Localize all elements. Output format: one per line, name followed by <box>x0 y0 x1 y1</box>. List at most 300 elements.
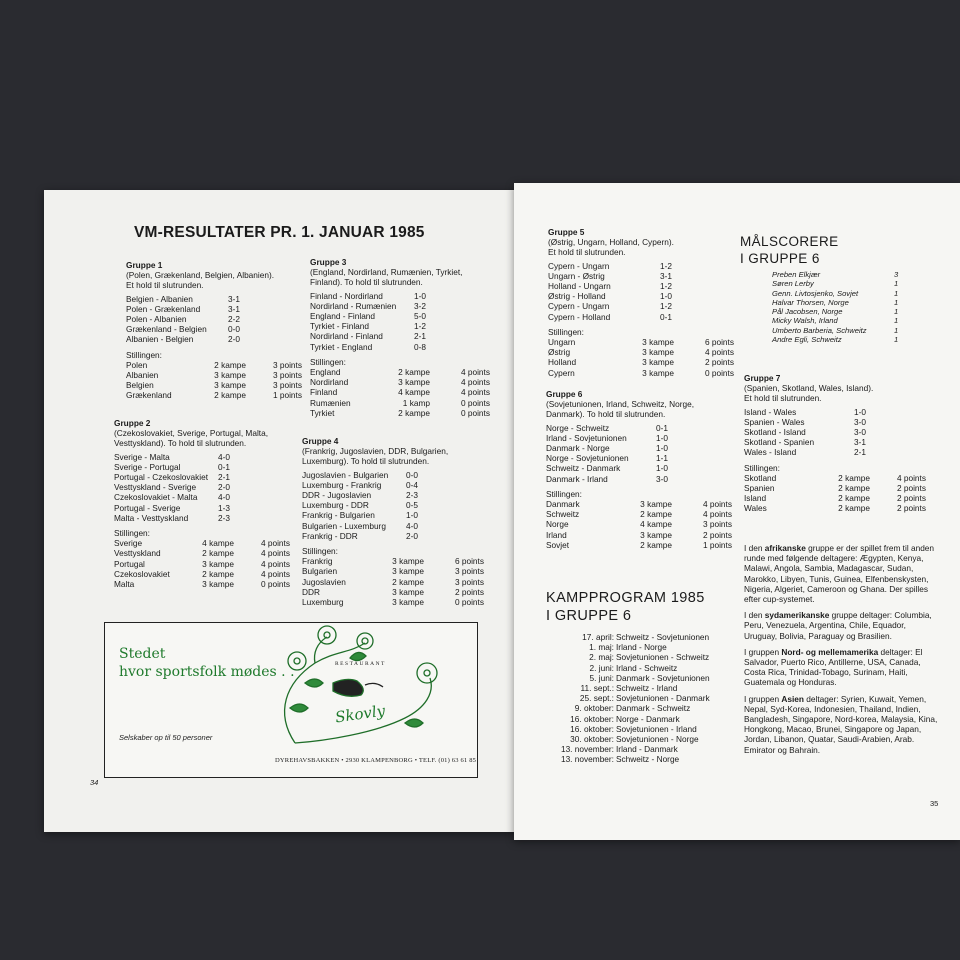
team: Jugoslavien <box>302 576 346 587</box>
score: 3-1 <box>228 293 240 304</box>
ad-slogan-line-2: hvor sportsfolk mødes . . <box>119 664 295 680</box>
score: 2-0 <box>218 482 230 493</box>
kampprogram-title-2: I GRUPPE 6 <box>546 608 632 624</box>
standings-row <box>546 519 746 529</box>
group-description: Vesttyskland). To hold til slutrunden. <box>114 438 247 449</box>
result-row <box>310 342 490 352</box>
result-row <box>744 407 934 417</box>
points: 3 points <box>272 380 302 391</box>
standings-row <box>744 473 934 483</box>
result-row <box>548 301 748 311</box>
flower-illustration-icon <box>255 623 455 753</box>
points: 0 points <box>454 597 484 608</box>
match-teams: Danmark - Sovjetunionen <box>616 672 710 683</box>
standings-label: Stillingen: <box>114 528 150 539</box>
score: 4-0 <box>218 451 230 462</box>
match: Norge - Sovjetunionen <box>546 453 629 464</box>
standings-row <box>114 579 294 589</box>
standings <box>546 489 746 550</box>
games: 2 kampe <box>214 390 246 401</box>
result-row <box>310 321 490 331</box>
match-teams: Schweitz - Norge <box>616 754 680 765</box>
games: 3 kampe <box>202 558 234 569</box>
match: Wales - Island <box>744 447 797 458</box>
match-date: 2. maj: <box>589 652 614 663</box>
match-date: 9. oktober: <box>574 703 614 714</box>
result-row <box>546 463 746 473</box>
group-header <box>546 389 746 420</box>
games: 3 kampe <box>214 370 246 381</box>
ad-slogan-line-1: Stedet <box>119 646 166 662</box>
match-date: 16. oktober: <box>570 713 614 724</box>
match-date: 2. juni: <box>589 662 614 673</box>
result-row <box>310 311 490 321</box>
points: 4 points <box>460 387 490 398</box>
program-row <box>544 693 744 703</box>
group-description: Finland). To hold til slutrunden. <box>310 277 423 288</box>
points: 4 points <box>704 347 734 358</box>
result-row <box>114 462 294 472</box>
result-row <box>744 447 934 457</box>
team: Wales <box>744 503 767 514</box>
malscorere-title-1: MÅLSCORERE <box>740 234 839 249</box>
match: Østrig - Holland <box>548 291 606 302</box>
result-row <box>114 452 294 462</box>
scorer-name: Preben Elkjær <box>772 270 821 279</box>
match-date: 13. november: <box>560 744 614 755</box>
standings-row <box>744 503 934 513</box>
standings-label: Stillingen: <box>744 462 780 473</box>
points: 2 points <box>896 493 926 504</box>
result-row <box>302 531 486 541</box>
games: 3 kampe <box>642 357 674 368</box>
games: 2 kampe <box>392 576 424 587</box>
games: 2 kampe <box>838 472 870 483</box>
standings <box>744 463 934 514</box>
points: 1 points <box>272 390 302 401</box>
standings <box>126 350 306 401</box>
match: Holland - Ungarn <box>548 281 611 292</box>
team: Sovjet <box>546 539 570 550</box>
result-row <box>310 291 490 301</box>
match-teams: Danmark - Schweitz <box>616 703 691 714</box>
result-row <box>114 482 294 492</box>
points: 6 points <box>454 556 484 567</box>
group-5 <box>548 227 748 378</box>
match: Norge - Schweitz <box>546 422 610 433</box>
standings-row <box>114 559 294 569</box>
paragraph-bold: Nord- og mellemamerika <box>781 646 879 657</box>
standings-row <box>302 587 486 597</box>
scorer-row <box>772 289 902 298</box>
match: Finland - Nordirland <box>310 290 383 301</box>
points: 2 points <box>704 357 734 368</box>
paragraph: I gruppen Asien deltager: Syrien, Kuwait, Yemen, Nepal, Syd-Korea, Indonesien, Thailand, Indien, Bangladesh, Singapore, Nord-korea, Malaysia, Kina, Hongkong, Macao, Brunei, Singapore og Japan, Jordan, Libanon, Quatar, Saudi-Arabien, Arab. Emirator og Bahrain. <box>744 693 938 755</box>
match-date: 16. oktober: <box>570 723 614 734</box>
standings-row <box>114 538 294 548</box>
match-teams: Irland - Norge <box>616 642 667 653</box>
program-row <box>544 632 744 642</box>
group-description: (Czekoslovakiet, Sverige, Portugal, Malta, <box>114 428 269 439</box>
match: Portugal - Sverige <box>114 502 181 513</box>
points: 4 points <box>896 472 926 483</box>
score: 1-0 <box>854 406 866 417</box>
scorer-name: Andre Egli, Schweitz <box>772 335 842 345</box>
games: 1 kamp <box>402 397 430 408</box>
malscorere-title-2: I GRUPPE 6 <box>740 251 820 266</box>
match: Nordirland - Finland <box>310 331 383 342</box>
match-date: 1. maj: <box>589 642 614 653</box>
group-description: (Østrig, Ungarn, Holland, Cypern). <box>548 237 674 248</box>
team: Finland <box>310 387 338 398</box>
group-name: Gruppe 4 <box>302 436 339 446</box>
group-name: Gruppe 2 <box>114 418 151 428</box>
scorer-goals: 1 <box>894 297 899 307</box>
team: England <box>310 367 341 378</box>
match: Czekoslovakiet - Malta <box>114 492 198 503</box>
score: 1-2 <box>660 260 672 271</box>
standings-row <box>126 360 306 370</box>
games: 2 kampe <box>214 359 246 370</box>
standings-row <box>744 493 934 503</box>
match-teams: Irland - Schweitz <box>616 662 678 673</box>
team: Spanien <box>744 483 775 494</box>
group-6 <box>546 389 746 550</box>
match: Skotland - Island <box>744 427 806 438</box>
scorer-row <box>772 298 902 307</box>
result-row <box>310 331 490 341</box>
result-row <box>114 513 294 523</box>
score: 0-1 <box>656 422 668 433</box>
score: 1-0 <box>406 510 418 521</box>
group-description: Et hold til slutrunden. <box>744 393 822 404</box>
games: 3 kampe <box>642 347 674 358</box>
score: 3-2 <box>414 300 426 311</box>
match-teams: Sovjetunionen - Danmark <box>616 693 710 704</box>
match-date: 11. sept.: <box>580 683 614 694</box>
points: 2 points <box>702 529 732 540</box>
score: 1-0 <box>660 291 672 302</box>
score: 1-0 <box>414 290 426 301</box>
result-row <box>302 480 486 490</box>
games: 4 kampe <box>202 538 234 549</box>
match: Irland - Sovjetunionen <box>546 432 627 443</box>
match: Nordirland - Rumænien <box>310 300 397 311</box>
team: Nordirland <box>310 377 349 388</box>
games: 3 kampe <box>392 586 424 597</box>
kampprogram-list <box>544 632 744 765</box>
group-description: Et hold til slutrunden. <box>548 247 626 258</box>
games: 2 kampe <box>838 503 870 514</box>
score: 1-2 <box>660 301 672 312</box>
page-number-left: 34 <box>90 778 99 787</box>
match-date: 13. november: <box>560 754 614 765</box>
points: 4 points <box>260 538 290 549</box>
scorer-goals: 1 <box>894 335 899 345</box>
group-header <box>744 373 934 404</box>
score: 1-0 <box>656 443 668 454</box>
group-description: Danmark). To hold til slutrunden. <box>546 409 666 420</box>
group-results <box>126 294 306 345</box>
ad-restaurant-label: RESTAURANT <box>335 661 386 667</box>
standings-row <box>744 483 934 493</box>
match: Portugal - Czekoslovakiet <box>114 472 209 483</box>
right-page <box>514 183 960 840</box>
team: Island <box>744 493 767 504</box>
group-description: Luxemburg). To hold til slutrunden. <box>302 456 430 467</box>
team: Cypern <box>548 367 575 378</box>
games: 3 kampe <box>398 377 430 388</box>
group-description: (Sovjetunionen, Irland, Schweitz, Norge, <box>546 399 695 410</box>
score: 3-1 <box>660 270 672 281</box>
group-1 <box>126 260 306 401</box>
match: Cypern - Ungarn <box>548 301 610 312</box>
result-row <box>546 433 746 443</box>
standings <box>302 546 486 607</box>
match: Schweitz - Danmark <box>546 463 621 474</box>
team: Holland <box>548 357 577 368</box>
team: DDR <box>302 586 320 597</box>
page-title: VM-RESULTATER PR. 1. JANUAR 1985 <box>134 224 425 241</box>
paragraph-bold: sydamerikanske <box>764 610 830 621</box>
points: 4 points <box>702 499 732 510</box>
score: 3-0 <box>854 416 866 427</box>
match-teams: Irland - Danmark <box>616 744 678 755</box>
standings-row <box>310 367 490 377</box>
score: 0-1 <box>660 311 672 322</box>
points: 0 points <box>704 367 734 378</box>
malscorere-heading <box>740 233 839 267</box>
scorer-row <box>772 326 902 335</box>
games: 3 kampe <box>640 499 672 510</box>
group-7 <box>744 373 934 514</box>
team: Czekoslovakiet <box>114 568 170 579</box>
games: 2 kampe <box>202 568 234 579</box>
team: Polen <box>126 359 148 370</box>
points: 3 points <box>702 519 732 530</box>
standings <box>114 528 294 589</box>
result-row <box>126 304 306 314</box>
group-name: Gruppe 6 <box>546 389 583 399</box>
result-row <box>302 521 486 531</box>
match: Polen - Albanien <box>126 314 187 325</box>
match: Spanien - Wales <box>744 416 805 427</box>
program-row <box>544 724 744 734</box>
standings-row <box>546 530 746 540</box>
standings-label: Stillingen: <box>302 546 338 557</box>
group-3 <box>310 257 490 418</box>
team: Skotland <box>744 472 777 483</box>
match: Danmark - Irland <box>546 473 608 484</box>
match: Belgien - Albanien <box>126 293 193 304</box>
team: Belgien <box>126 380 154 391</box>
points: 2 points <box>896 483 926 494</box>
scorer-row <box>772 279 902 288</box>
result-row <box>114 492 294 502</box>
score: 1-0 <box>656 463 668 474</box>
result-row <box>302 490 486 500</box>
group-description: (Spanien, Skotland, Wales, Island). <box>744 383 874 394</box>
points: 2 points <box>454 586 484 597</box>
group-results <box>302 470 486 541</box>
match: Malta - Vesttyskland <box>114 512 189 523</box>
points: 1 points <box>702 539 732 550</box>
match: Cypern - Ungarn <box>548 260 610 271</box>
group-2 <box>114 418 294 589</box>
scorer-goals: 1 <box>894 307 899 317</box>
group-results <box>744 407 934 458</box>
standings-row <box>302 597 486 607</box>
group-header <box>126 260 306 291</box>
match: Cypern - Holland <box>548 311 611 322</box>
games: 3 kampe <box>642 337 674 348</box>
points: 0 points <box>460 407 490 418</box>
match-date: 5. juni: <box>589 672 614 683</box>
team: Vesttyskland <box>114 548 161 559</box>
result-row <box>126 324 306 334</box>
group-results <box>310 291 490 352</box>
scorer-goals: 1 <box>894 316 899 326</box>
program-row <box>544 703 744 713</box>
result-row <box>546 453 746 463</box>
score: 3-0 <box>854 427 866 438</box>
points: 4 points <box>460 377 490 388</box>
team: Rumænien <box>310 397 351 408</box>
match: Grækenland - Belgien <box>126 324 207 335</box>
score: 2-1 <box>414 331 426 342</box>
scorer-goals: 1 <box>894 325 899 335</box>
program-row <box>544 744 744 754</box>
group-description: (England, Nordirland, Rumænien, Tyrkiet, <box>310 267 463 278</box>
standings-label: Stillingen: <box>548 326 584 337</box>
paragraph-bold: afrikanske <box>764 543 806 553</box>
group-header <box>114 418 294 449</box>
kampprogram-title-1: KAMPPROGRAM 1985 <box>546 590 705 606</box>
match: Island - Wales <box>744 406 797 417</box>
standings-row <box>546 540 746 550</box>
games: 2 kampe <box>838 483 870 494</box>
standings-row <box>548 357 748 367</box>
scorer-name: Pål Jacobsen, Norge <box>772 307 843 317</box>
match: Sverige - Portugal <box>114 461 181 472</box>
games: 2 kampe <box>398 407 430 418</box>
group-results <box>546 423 746 484</box>
match: Albanien - Belgien <box>126 334 194 345</box>
points: 4 points <box>702 509 732 520</box>
match-teams: Sovjetunionen - Norge <box>616 734 699 745</box>
match: Sverige - Malta <box>114 451 170 462</box>
points: 4 points <box>260 548 290 559</box>
scorer-name: Micky Walsh, Irland <box>772 316 838 326</box>
team: Sverige <box>114 538 143 549</box>
result-row <box>548 261 748 271</box>
group-header <box>302 436 486 467</box>
team: Tyrkiet <box>310 407 335 418</box>
games: 2 kampe <box>202 548 234 559</box>
group-name: Gruppe 1 <box>126 260 163 270</box>
match-date: 30. oktober: <box>570 734 614 745</box>
score: 4-0 <box>406 520 418 531</box>
match-date: 17. april: <box>582 632 614 642</box>
kampprogram-heading <box>546 589 705 625</box>
scorer-row <box>772 270 902 279</box>
result-row <box>302 500 486 510</box>
points: 3 points <box>454 576 484 587</box>
score: 0-0 <box>228 324 240 335</box>
group-results <box>548 261 748 322</box>
match: Polen - Grækenland <box>126 303 201 314</box>
match: Frankrig - Bulgarien <box>302 510 375 521</box>
points: 3 points <box>454 566 484 577</box>
standings-row <box>548 337 748 347</box>
standings <box>310 357 490 418</box>
match-teams: Sovjetunionen - Irland <box>616 723 697 734</box>
match: Bulgarien - Luxemburg <box>302 520 386 531</box>
match: Tyrkiet - England <box>310 341 373 352</box>
standings-row <box>302 556 486 566</box>
score: 1-0 <box>656 432 668 443</box>
match-teams: Schweitz - Irland <box>616 683 678 694</box>
standings-row <box>114 569 294 579</box>
standings-row <box>310 408 490 418</box>
games: 3 kampe <box>642 367 674 378</box>
team: Albanien <box>126 370 159 381</box>
restaurant-ad <box>104 622 478 778</box>
score: 1-1 <box>656 453 668 464</box>
match-teams: Sovjetunionen - Schweitz <box>616 652 710 663</box>
ad-brand-logo: Skovly <box>333 701 387 727</box>
left-page <box>44 190 514 832</box>
games: 2 kampe <box>838 493 870 504</box>
team: Bulgarien <box>302 566 338 577</box>
result-row <box>548 312 748 322</box>
games: 3 kampe <box>214 380 246 391</box>
scorer-row <box>772 307 902 316</box>
games: 2 kampe <box>640 509 672 520</box>
standings-row <box>302 566 486 576</box>
scorer-goals: 1 <box>894 288 899 298</box>
standings-row <box>548 347 748 357</box>
result-row <box>126 334 306 344</box>
standings-row <box>546 509 746 519</box>
result-row <box>126 294 306 304</box>
program-row <box>544 652 744 662</box>
standings-row <box>546 499 746 509</box>
standings-label: Stillingen: <box>546 488 582 499</box>
page-number-right: 35 <box>930 799 939 808</box>
standings-row <box>126 370 306 380</box>
points: 3 points <box>272 359 302 370</box>
score: 2-2 <box>228 314 240 325</box>
scorer-name: Genn. Livtosjenko, Sovjet <box>772 288 859 298</box>
points: 4 points <box>260 558 290 569</box>
match: Ungarn - Østrig <box>548 270 605 281</box>
scorer-name: Søren Lerby <box>772 279 814 289</box>
standings-row <box>126 390 306 400</box>
match: Vesttyskland - Sverige <box>114 482 197 493</box>
games: 2 kampe <box>640 539 672 550</box>
score: 1-3 <box>218 502 230 513</box>
team: Frankrig <box>302 556 333 567</box>
match: Skotland - Spanien <box>744 437 815 448</box>
team: Schweitz <box>546 509 580 520</box>
score: 0-5 <box>406 500 418 511</box>
team: Norge <box>546 519 569 530</box>
games: 3 kampe <box>202 579 234 590</box>
group-header <box>548 227 748 258</box>
points: 0 points <box>460 397 490 408</box>
points: 4 points <box>460 367 490 378</box>
